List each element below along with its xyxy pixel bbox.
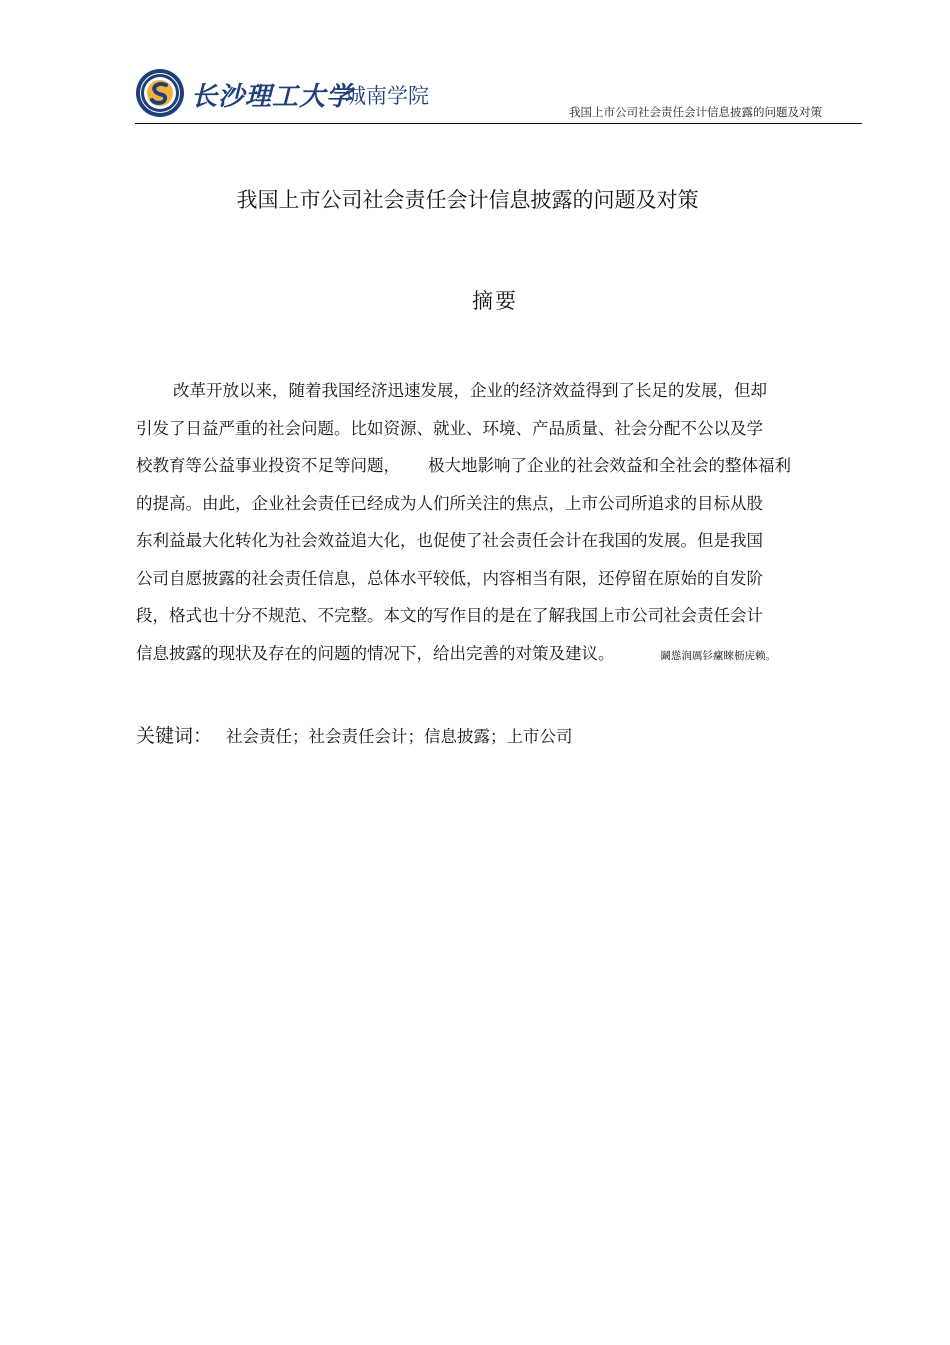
abstract-line <box>136 451 836 489</box>
abstract-text: 校教育等公益事业投资不足等问题， <box>136 456 400 475</box>
abstract-body <box>136 376 836 676</box>
page-header <box>135 66 862 124</box>
abstract-line <box>136 564 836 602</box>
abstract-text: 信息披露的现状及存在的问题的情况下，给出完善的对策及建议。 <box>136 643 615 663</box>
abstract-heading: 摘要 <box>472 289 518 313</box>
keywords-label: 关键词： <box>136 725 213 747</box>
logo-college-name: 城南学院 <box>345 84 429 108</box>
abstract-text: 东利益最大化转化为社会效益追大化，也促使了社会责任会计在我国的发展。但是我国 <box>136 531 763 550</box>
keywords-text: 社会责任；社会责任会计；信息披露；上市公司 <box>226 727 573 746</box>
abstract-line <box>136 639 836 677</box>
university-seal-icon <box>135 68 185 118</box>
abstract-text: 引发了日益严重的社会问题。比如资源、就业、环境、产品质量、社会分配不公以及学 <box>136 418 763 438</box>
abstract-line <box>136 489 836 527</box>
abstract-line <box>136 414 836 452</box>
abstract-text: 段，格式也十分不规范、不完整。本文的写作目的是在了解我国上市公司社会责任会计 <box>136 606 763 625</box>
abstract-text: 改革开放以来，随着我国经济迅速发展，企业的经济效益得到了长足的发展，但却 <box>173 381 767 400</box>
logo-university-name: 长沙理工大学 <box>191 82 354 112</box>
abstract-line <box>136 376 836 414</box>
abstract-text: 极大地影响了企业的社会效益和全社会的整体福利 <box>428 456 791 475</box>
document-title: 我国上市公司社会责任会计信息披露的问题及对策 <box>236 188 699 212</box>
running-header-title: 我国上市公司社会责任会计信息披露的问题及对策 <box>569 105 822 119</box>
abstract-text: 的提高。由此，企业社会责任已经成为人们所关注的焦点，上市公司所追求的目标从股 <box>136 493 763 513</box>
keywords-line <box>136 721 573 748</box>
header-rule <box>135 123 862 124</box>
abstract-text: 公司自愿披露的社会责任信息，总体水平较低，内容相当有限，还停留在原始的自发阶 <box>136 568 763 588</box>
abstract-line <box>136 526 836 564</box>
garbled-text: 鬫慫润厲钐瘰睞枥庑赖。 <box>660 649 776 662</box>
abstract-line <box>136 601 836 639</box>
